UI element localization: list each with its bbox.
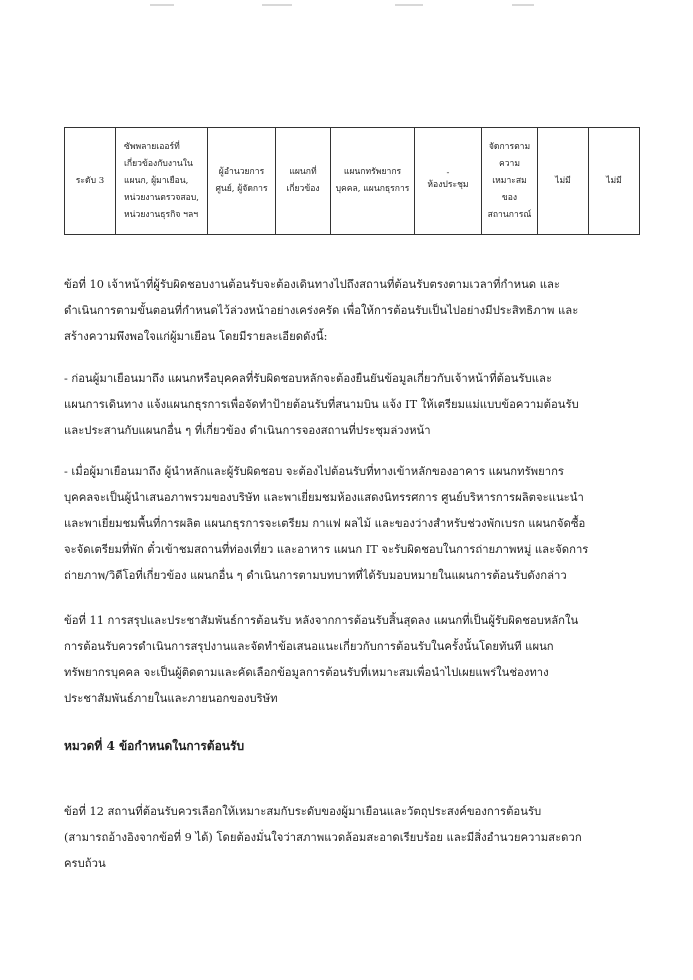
support-cell: แผนกทรัพยากร บุคคล, แผนกธุรการ <box>331 128 415 235</box>
reception-level-table <box>64 127 640 235</box>
scan-mark <box>150 4 174 6</box>
article-10-paragraph: ข้อที่ 10 เจ้าหน้าที่ผู้รับผิดชอบงานต้อนรับจะต้องเดินทางไปถึงสถานที่ต้อนรับตรงตามเวลาที่กำหนด และ ดำเนินการตามขั้นตอนที่กำหนดไว้ล่วงหน้าอย่างเคร่งครัด เพื่อให้การต้อนรับเป็นไปอย่างมีประสิทธิภาพ และ สร้างความพึงพอใจแก่ผู้มาเยือน โดยมีรายละเอียดดังนี้: <box>64 278 579 343</box>
col9-cell: ไม่มี <box>589 128 640 235</box>
table-row <box>65 128 640 235</box>
article-11-paragraph: ข้อที่ 11 การสรุปและประชาสัมพันธ์การต้อนรับ หลังจากการต้อนรับสิ้นสุดลง แผนกที่เป็นผู้รับผิดชอบหลักใน การต้อนรับควรดำเนินการสรุปงานและจัดทำข้อเสนอแนะเกี่ยวกับการต้อนรับในครั้งนั้นโดยทันที แผนก ทรัพยากรบุคคล จะเป็นผู้ติดตามและคัดเลือกข้อมูลการต้อนรับที่เหมาะสมเพื่อนำไปเผยแพร่ในช่องทาง ประชาสัมพันธ์ภายในและภายนอกของบริษัท <box>64 614 579 705</box>
venue-cell: - ห้องประชุม <box>415 128 482 235</box>
scan-mark <box>262 4 292 6</box>
participants-cell: ซัพพลายเออร์ที่ เกี่ยวข้องกับงานใน แผนก, ผู้มาเยือน, หน่วยงานตรวจสอบ, หน่วยงานธุรกิจ ฯลฯ <box>116 128 208 235</box>
department-cell: แผนกที่ เกี่ยวข้อง <box>276 128 331 235</box>
host-cell: ผู้อำนวยการ ศูนย์, ผู้จัดการ <box>208 128 276 235</box>
upon-arrival-paragraph: - เมื่อผู้มาเยือนมาถึง ผู้นำหลักและผู้รับผิดชอบ จะต้องไปต้อนรับที่ทางเข้าหลักของอาคาร แผนกทรัพยากร บุคคลจะเป็นผู้นำเสนอภาพรวมของบริษัท และพาเยี่ยมชมห้องแสดงนิทรรศการ ศูนย์บริหารการผลิตจะแนะนำ และพาเยี่ยมชมพื้นที่การผลิต แผนกธุรการจะเตรียม กาแฟ ผลไม้ และของว่างสำหรับช่วงพักเบรก แผนกจัดซื้อ จะจัดเตรียมที่พัก ตั๋วเข้าชมสถานที่ท่องเที่ยว และอาหาร แผนก IT จะรับผิดชอบในการถ่ายภาพหมู่ และจัดการ ถ่ายภาพ/วิดีโอที่เกี่ยวข้อง แผนกอื่น ๆ ดำเนินการตามบทบาทที่ได้รับมอบหมายในแผนการต้อนรับดังกล่าว <box>64 465 589 582</box>
chapter-4-heading: หมวดที่ 4 ข้อกำหนดในการต้อนรับ <box>64 739 245 753</box>
before-arrival-paragraph: - ก่อนผู้มาเยือนมาถึง แผนกหรือบุคคลที่รับผิดชอบหลักจะต้องยืนยันข้อมูลเกี่ยวกับเจ้าหน้าที่ต้อนรับและ แผนการเดินทาง แจ้งแผนกธุรการเพื่อจัดทำป้ายต้อนรับที่สนามบิน แจ้ง IT ให้เตรียมแม่แบบข้อความต้อนรับ และประสานกับแผนกอื่น ๆ ที่เกี่ยวข้อง ดำเนินการจองสถานที่ประชุมล่วงหน้า <box>64 372 579 437</box>
article-12-paragraph: ข้อที่ 12 สถานที่ต้อนรับควรเลือกให้เหมาะสมกับระดับของผู้มาเยือนและวัตถุประสงค์ของการต้อนรับ (สามารถอ้างอิงจากข้อที่ 9 ได้) โดยต้องมั่นใจว่าสภาพแวดล้อมสะอาดเรียบร้อย และมีสิ่งอำนวยความสะดวก ครบถ้วน <box>64 805 582 870</box>
col8-cell: ไม่มี <box>538 128 589 235</box>
scan-mark <box>512 4 534 6</box>
scan-mark <box>395 4 423 6</box>
level-cell: ระดับ 3 <box>65 128 116 235</box>
reception-cell: จัดการตาม ความ เหมาะสม ของ สถานการณ์ <box>482 128 538 235</box>
